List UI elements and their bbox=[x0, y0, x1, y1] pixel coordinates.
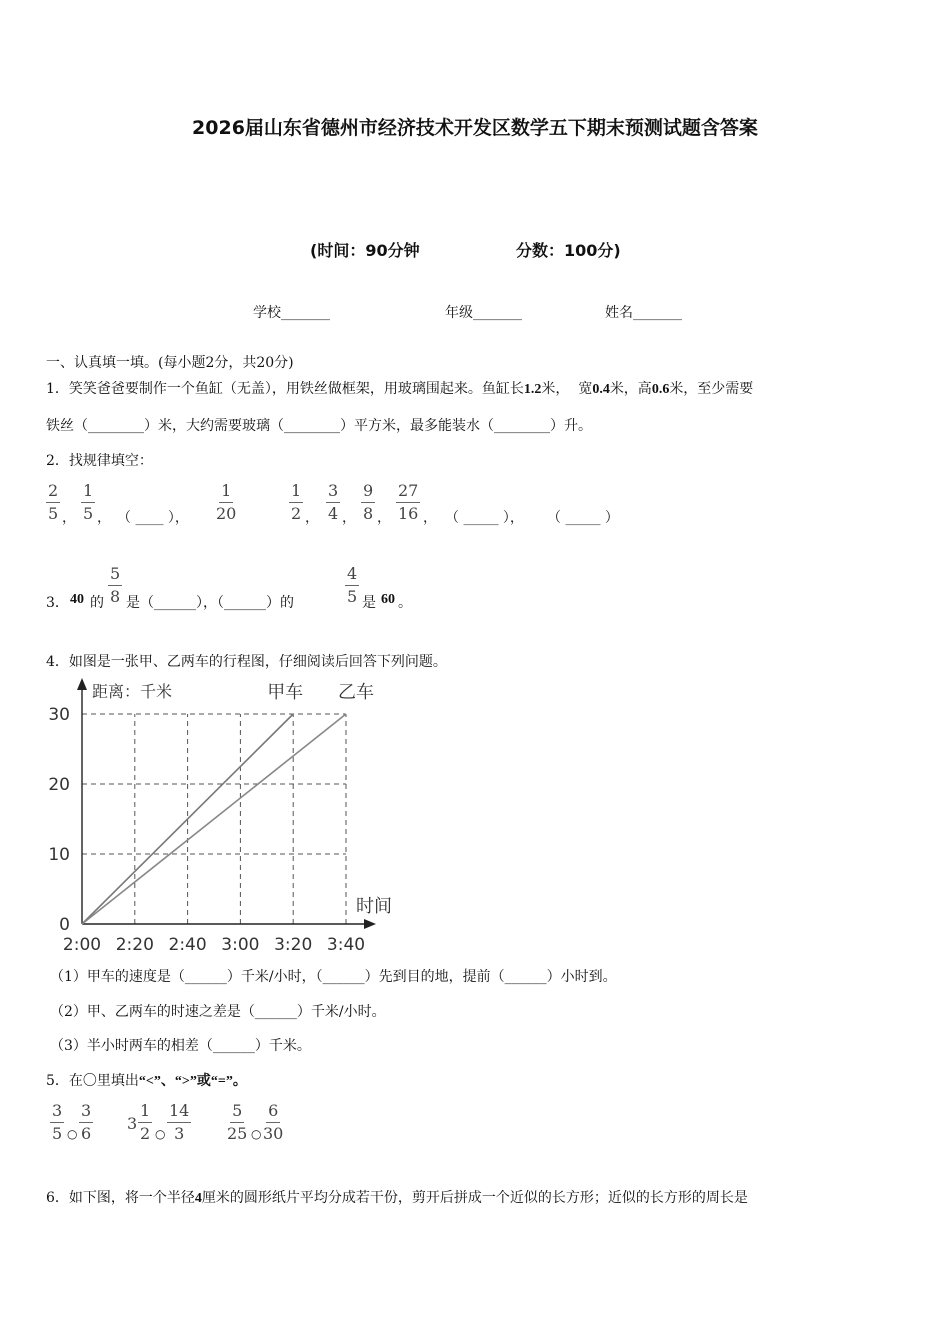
comma: ， bbox=[423, 510, 437, 526]
y-tick-label: 30 bbox=[48, 705, 70, 725]
question-5-label bbox=[46, 1070, 247, 1090]
q2-seq1-fraction: $\frac{2}{5}$ bbox=[48, 481, 59, 523]
comma: ， bbox=[97, 510, 111, 526]
q5-label-a: 5．在〇里填出 bbox=[46, 1073, 139, 1089]
question-6-text bbox=[46, 1187, 748, 1207]
comma: ， bbox=[342, 510, 356, 526]
q2-blank: （ ____ ）， bbox=[117, 510, 189, 526]
exam-score: 分数：100分) bbox=[516, 241, 621, 260]
question-2-label: 2．找规律填空： bbox=[46, 453, 153, 469]
q2-seq2-fraction: $\frac{27}{16}$ bbox=[398, 481, 419, 523]
q1-text-c: 宽 bbox=[578, 381, 593, 397]
compare-circle: ○ bbox=[155, 1127, 166, 1141]
q3-forty: 40 bbox=[70, 592, 84, 607]
x-tick-label: 3:00 bbox=[221, 935, 260, 955]
q5-fraction: $\frac{1}{2}$ bbox=[140, 1101, 151, 1143]
q1-text-b: 米， bbox=[541, 381, 570, 397]
q3-fraction-a: $\frac{5}{8}$ bbox=[110, 564, 121, 606]
x-tick-label: 3:20 bbox=[274, 935, 313, 955]
q2-seq2-fraction: $\frac{9}{8}$ bbox=[363, 481, 374, 523]
x-tick-label: 2:20 bbox=[115, 935, 154, 955]
q5-fraction: $\frac{3}{5}$ bbox=[52, 1101, 63, 1143]
q4-subquestion-3: （3）半小时两车的相差（______）千米。 bbox=[50, 1038, 311, 1054]
name-field: 姓名_______ bbox=[605, 305, 682, 321]
q3-de: 的 bbox=[90, 595, 104, 611]
y-tick-label: 20 bbox=[48, 775, 70, 795]
q1-length: 1.2 bbox=[523, 382, 542, 397]
page-title: 2026届山东省德州市经济技术开发区数学五下期末预测试题含答案 bbox=[192, 117, 758, 139]
q6-text-a: 6．如下图，将一个半径 bbox=[46, 1190, 195, 1206]
series-label: 乙车 bbox=[338, 682, 374, 703]
question-4-label: 4．如图是一张甲、乙两车的行程图，仔细阅读后回答下列问题。 bbox=[46, 654, 447, 670]
q4-subquestion-2: （2）甲、乙两车的时速之差是（______）千米/小时。 bbox=[50, 1004, 386, 1020]
q5-fraction: $\frac{5}{25}$ bbox=[227, 1101, 248, 1143]
q1-text-e: 米，至少需要 bbox=[669, 381, 754, 397]
series-line-yi bbox=[82, 714, 346, 924]
q2-seq2-fraction: $\frac{1}{2}$ bbox=[291, 481, 302, 523]
q3-mid-text: 是（______），（______）的 bbox=[126, 595, 294, 611]
x-axis-arrow-icon bbox=[364, 919, 376, 929]
compare-circle: ○ bbox=[251, 1127, 262, 1141]
x-axis-label: 时间 bbox=[356, 896, 392, 917]
q3-sixty: 60 bbox=[381, 592, 395, 607]
q5-whole-number: 3 bbox=[127, 1114, 138, 1133]
comma: ， bbox=[305, 510, 319, 526]
exam-time: (时间：90分钟 bbox=[310, 241, 420, 260]
x-tick-label: 2:00 bbox=[62, 935, 102, 955]
q3-end: 。 bbox=[398, 595, 412, 611]
comma: ， bbox=[62, 510, 76, 526]
q1-width: 0.4 bbox=[592, 382, 610, 397]
compare-circle: ○ bbox=[67, 1127, 78, 1141]
q2-blank: （ _____ ） bbox=[547, 510, 619, 526]
q5-fraction: $\frac{6}{30}$ bbox=[263, 1101, 284, 1143]
q6-text-b: 厘米的圆形纸片平均分成若干份，剪开后拼成一个近似的长方形；近似的长方形的周长是 bbox=[201, 1190, 748, 1206]
series-label: 甲车 bbox=[267, 682, 304, 703]
q1-text-a: 1．笑笑爸爸要制作一个鱼缸（无盖），用铁丝做框架，用玻璃围起来。鱼缸长 bbox=[46, 381, 524, 397]
q5-label-b: “<”、“>”或“=”。 bbox=[138, 1074, 247, 1089]
q2-blank: （ _____ ）， bbox=[445, 510, 524, 526]
section-heading: 一、认真填一填。(每小题2分，共20分) bbox=[46, 355, 294, 371]
q4-subquestion-1: （1）甲车的速度是（______）千米/小时，（______）先到目的地，提前（______）小时到。 bbox=[50, 969, 617, 985]
question-1-line2: 铁丝（________）米，大约需要玻璃（________）平方米，最多能装水（________）升。 bbox=[46, 418, 592, 434]
y-tick-label: 0 bbox=[59, 915, 70, 935]
question-1-line1 bbox=[46, 378, 753, 398]
q3-fraction-b: $\frac{4}{5}$ bbox=[347, 564, 358, 606]
q1-height: 0.6 bbox=[651, 382, 670, 397]
q2-seq2-fraction: $\frac{3}{4}$ bbox=[328, 481, 339, 523]
x-tick-label: 3:40 bbox=[326, 935, 366, 955]
y-axis-label: 距离：千米 bbox=[92, 682, 173, 701]
travel-chart bbox=[40, 672, 410, 962]
q3-number: 3． bbox=[46, 595, 69, 611]
q5-fraction: $\frac{3}{6}$ bbox=[81, 1101, 92, 1143]
y-axis-arrow-icon bbox=[77, 678, 87, 690]
q6-radius: 4 bbox=[194, 1191, 202, 1206]
school-field: 学校_______ bbox=[253, 305, 330, 321]
q2-seq1-fraction: $\frac{1}{20}$ bbox=[216, 481, 237, 523]
x-tick-label: 2:40 bbox=[168, 935, 207, 955]
y-tick-label: 10 bbox=[48, 845, 70, 865]
q2-seq1-fraction: $\frac{1}{5}$ bbox=[83, 481, 94, 523]
q3-shi: 是 bbox=[362, 595, 376, 611]
q5-fraction: $\frac{14}{3}$ bbox=[169, 1101, 190, 1143]
grade-field: 年级_______ bbox=[445, 305, 522, 321]
q1-text-d: 米，高 bbox=[609, 381, 652, 397]
comma: ， bbox=[377, 510, 391, 526]
